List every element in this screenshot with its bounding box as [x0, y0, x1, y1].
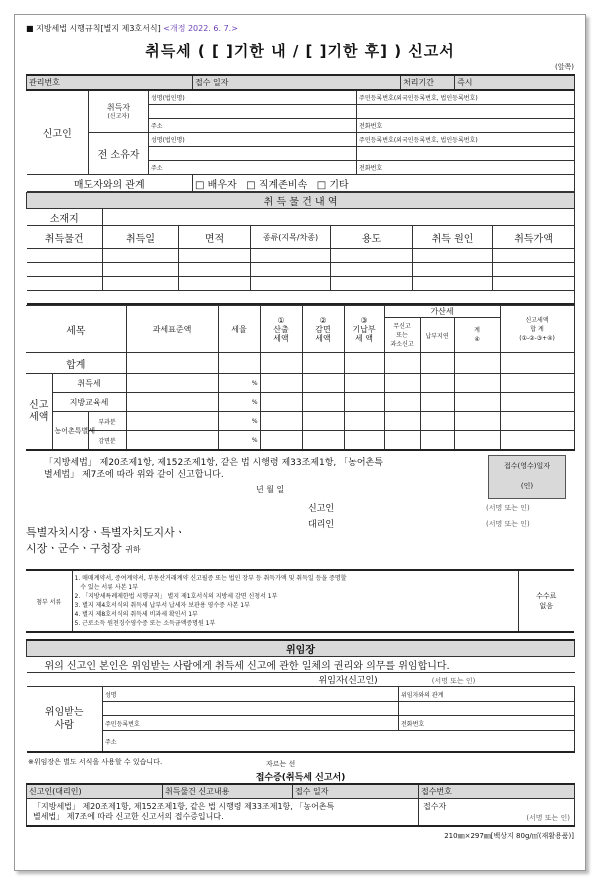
col-final-b: 합 계 — [530, 325, 544, 333]
col-computed-b: 세액 — [273, 333, 289, 343]
add-a: 무신고 — [393, 322, 411, 330]
stamp-label: 접수(영수)일자 — [503, 462, 551, 470]
grantee-name-field[interactable]: 성명 — [103, 687, 399, 702]
tax-total-value[interactable] — [500, 353, 574, 374]
items-spacer — [27, 291, 575, 305]
grantee-a: 위임받는 — [44, 707, 84, 718]
decl-filer-label: 신고인 — [308, 504, 335, 514]
relation-spouse-checkbox[interactable]: □ 배우자 — [195, 179, 237, 191]
col-final-c: (①-②-③+④) — [519, 334, 555, 342]
grantee-address-field[interactable]: 주소 — [103, 731, 575, 753]
items-table — [26, 192, 575, 305]
receipt-col-date: 접수 일자 — [293, 784, 419, 799]
poa-sign[interactable]: (서명 또는 인) — [431, 677, 476, 685]
attach-doc: 2. 「지방세특례제한법 시행규칙」 별지 제1호서식의 지방세 감면 신청서 1부 — [74, 593, 278, 600]
receipt-line2: 별세법」 제7조에 따라 신고한 신고서의 접수증입니다. — [33, 812, 224, 821]
grantee-relation-value[interactable] — [399, 702, 575, 716]
relation-lineal-checkbox[interactable]: □ 직계존비속 — [246, 179, 308, 191]
location-value[interactable] — [103, 209, 575, 226]
decl-date[interactable]: 년 월 일 — [256, 485, 285, 494]
rural-reduced: 감면분 — [88, 431, 126, 451]
rate-pct: % — [218, 393, 260, 412]
poa-note-row — [26, 753, 574, 769]
col-computed — [260, 306, 302, 353]
col-computed-a: 산출 — [273, 324, 289, 334]
addressee-line2: 시장ㆍ군수ㆍ구청장 — [26, 542, 122, 555]
items-row[interactable] — [27, 249, 103, 263]
receiver-sign[interactable]: (서명 또는 인) — [526, 814, 571, 822]
tax-total-label: 합계 — [26, 353, 126, 374]
attach-doc: 수 있는 서류 사본 1부 — [74, 584, 139, 591]
decl-line2: 별세법」 제7조에 따라 위와 같이 신고합니다. — [44, 470, 224, 480]
acquirer-rrn-value[interactable] — [357, 105, 575, 119]
col-kind: 종류(지목/차종) — [251, 226, 331, 249]
relation-label: 매도자와의 관계 — [27, 175, 193, 192]
col-add-late: 납부지연 — [420, 318, 454, 353]
period-value: 즉시 — [455, 75, 575, 90]
col-add-sum — [454, 318, 500, 353]
relation-options[interactable] — [193, 175, 575, 192]
grantee-phone-field[interactable]: 전화번호 — [399, 716, 575, 731]
filer-group-label: 신고인 — [27, 90, 89, 175]
rural-levied-value[interactable] — [500, 412, 574, 431]
col-area: 면적 — [179, 226, 251, 249]
receipt-col-items: 취득물건 신고내용 — [163, 784, 293, 799]
add-f: ④ — [474, 336, 480, 343]
poa-delegator: 위임자(신고인) — [318, 676, 378, 686]
poa-title: 위임장 — [27, 640, 575, 657]
col-paid-b: 세 액 — [355, 333, 374, 343]
tax-group-b: 세액 — [29, 411, 49, 423]
row-acq-tax: 취득세 — [52, 374, 126, 393]
prev-owner-name-value[interactable] — [149, 147, 357, 161]
rate-pct: % — [218, 374, 260, 393]
decl-line1: 「지방세법」 제20조제1항, 제152조제1항, 같은 법 시행령 제33조제1항, 「농어촌특 — [44, 458, 383, 468]
receipt-line1: 「지방세법」 제20조제1항, 제152조제1항, 같은 법 시행령 제33조제1항, 「농어촌특 — [33, 802, 335, 811]
col-add-nofile — [384, 318, 420, 353]
col-add-tax: 가산세 — [384, 306, 500, 318]
col-reduced-no: ② — [319, 315, 327, 325]
rural-levied: 부과분 — [88, 412, 126, 431]
poa-table — [26, 639, 575, 753]
footer-spec: 210㎜×297㎜[백상지 80g/㎡(재활용품)] — [444, 832, 574, 840]
col-tax-base: 과세표준액 — [126, 306, 218, 353]
declaration-text — [44, 457, 484, 481]
addressee-line1: 특별자치시장ㆍ특별자치도지사ㆍ — [26, 526, 186, 539]
acquirer-name-field[interactable]: 성명(법인명) — [149, 90, 357, 105]
addressee — [26, 525, 574, 565]
side-note: (앞쪽) — [555, 63, 574, 71]
grantee-label — [27, 687, 103, 753]
col-computed-no: ① — [277, 315, 285, 325]
poa-note: ※위임장은 별도 서식을 사용할 수 있습니다. — [28, 758, 163, 766]
cut-line-label: 자르는 선 — [266, 760, 296, 768]
tax-group-label — [26, 374, 52, 451]
items-row[interactable] — [27, 277, 103, 291]
poa-text: 위의 신고인 본인은 위임받는 사람에게 취득세 신고에 관한 일체의 권리와 의무를 위임합니다. — [27, 657, 575, 673]
add-c: 과소신고 — [390, 340, 414, 348]
prev-owner-rrn-field[interactable]: 주민등록번호(외국인등록번호, 법인등록번호) — [357, 133, 575, 147]
acquirer-text: 취득자 — [106, 102, 131, 112]
attach-table — [26, 569, 574, 633]
row-rural-tax: 농어촌특별세 — [52, 412, 88, 451]
form-title: 취득세 ( [ ]기한 내 / [ ]기한 후] ) 신고서 — [145, 42, 455, 60]
attach-doc: 5. 근로소득 원천징수영수증 또는 소득금액증명원 1부 — [74, 620, 216, 627]
acq-tax-value[interactable] — [500, 374, 574, 393]
fee-label: 수수료 — [536, 592, 557, 600]
fee-value: 없음 — [539, 602, 554, 610]
receipt-text — [27, 799, 419, 827]
decl-filer-sign[interactable]: (서명 또는 인) — [486, 504, 530, 512]
col-use: 용도 — [331, 226, 413, 249]
period-label: 처리기간 — [401, 75, 455, 90]
col-paid — [344, 306, 384, 353]
grantee-relation-field[interactable]: 위임자와의 관계 — [399, 687, 575, 702]
grantee-rrn-field[interactable]: 주민등록번호 — [103, 716, 399, 731]
items-row[interactable] — [27, 263, 103, 277]
rural-reduced-value[interactable] — [500, 431, 574, 451]
acquirer-label — [89, 90, 149, 133]
receiver-cell[interactable] — [419, 799, 575, 827]
top-table — [26, 74, 575, 192]
add-b: 또는 — [396, 331, 408, 339]
row-edu-tax: 지방교육세 — [52, 393, 126, 412]
grantee-name-value[interactable] — [103, 702, 399, 716]
col-item: 취득물건 — [27, 226, 103, 249]
tax-table — [26, 305, 575, 451]
receipt-table — [26, 769, 575, 827]
col-paid-a: 기납부 — [352, 324, 376, 334]
rate-pct: % — [218, 431, 260, 451]
decl-agent-label: 대리인 — [308, 520, 335, 530]
mgmt-no-label: 관리번호 — [27, 75, 193, 90]
prev-owner-address-field[interactable]: 주소 — [149, 161, 357, 175]
stamp-seal: (인) — [520, 482, 534, 490]
col-price: 취득가액 — [493, 226, 575, 249]
col-final — [500, 306, 574, 353]
edu-tax-value[interactable] — [500, 393, 574, 412]
fee-cell — [518, 570, 574, 632]
attach-doc: 1. 매매계약서, 증여계약서, 부동산거래계약 신고필증 또는 법인 장부 등 취득가액 및 취득일 등을 증명할 — [74, 575, 347, 582]
receipt-col-filer: 신고인(대리인) — [27, 784, 163, 799]
receipt-col-no: 접수번호 — [419, 784, 575, 799]
grantee-b: 사람 — [54, 720, 74, 731]
attach-label: 첨부 서류 — [26, 570, 72, 632]
col-tax-type: 세목 — [26, 306, 126, 353]
location-label: 소재지 — [27, 209, 103, 226]
col-reduced-a: 감면 — [315, 324, 331, 334]
acquirer-rrn-field[interactable]: 주민등록번호(외국인등록번호, 법인등록번호) — [357, 90, 575, 105]
col-reduced — [302, 306, 344, 353]
rate-pct: % — [218, 412, 260, 431]
receipt-stamp-box — [488, 455, 566, 499]
decl-agent-sign[interactable]: (서명 또는 인) — [486, 520, 530, 528]
relation-other-checkbox[interactable]: □ 기타 — [316, 179, 349, 191]
form-rule — [26, 22, 574, 36]
attach-doc: 3. 별지 제4호서식의 취득세 납부서 납세자 보관용 영수증 사본 1부 — [74, 602, 250, 609]
prev-owner-phone-field[interactable]: 전화번호 — [357, 161, 575, 175]
receipt-title: 접수증(취득세 신고서) — [27, 769, 575, 784]
acquirer-name-value[interactable] — [149, 105, 357, 119]
revision-text: <개정 2022. 6. 7.> — [163, 24, 238, 33]
col-date: 취득일 — [103, 226, 179, 249]
addressee-suffix: 귀하 — [125, 545, 141, 554]
tax-group-a: 신고 — [29, 399, 49, 411]
col-reduced-b: 세액 — [315, 333, 331, 343]
col-paid-no: ③ — [360, 315, 368, 325]
form-content — [26, 22, 574, 841]
acquirer-sub: (신고자) — [107, 112, 130, 120]
poa-delegator-row — [27, 673, 575, 687]
rule-text: ■ 지방세법 시행규칙[별지 제3호서식] — [26, 24, 161, 33]
recv-date-label: 접수 일자 — [193, 75, 401, 90]
prev-owner-label: 전 소유자 — [89, 133, 149, 175]
prev-owner-name-field[interactable]: 성명(법인명) — [149, 133, 357, 147]
acquirer-address-field[interactable]: 주소 — [149, 119, 357, 133]
col-tax-rate: 세율 — [218, 306, 260, 353]
col-cause: 취득 원인 — [413, 226, 493, 249]
prev-owner-rrn-value[interactable] — [357, 147, 575, 161]
attach-docs — [72, 570, 518, 632]
acquirer-phone-field[interactable]: 전화번호 — [357, 119, 575, 133]
attach-doc: 4. 별지 제8호서식의 취득세 비과세 확인서 1부 — [74, 611, 198, 618]
add-e: 계 — [474, 327, 480, 334]
receiver-label: 접수자 — [423, 802, 447, 811]
items-title: 취 득 물 건 내 역 — [27, 193, 575, 209]
col-final-a: 신고세액 — [525, 316, 549, 324]
